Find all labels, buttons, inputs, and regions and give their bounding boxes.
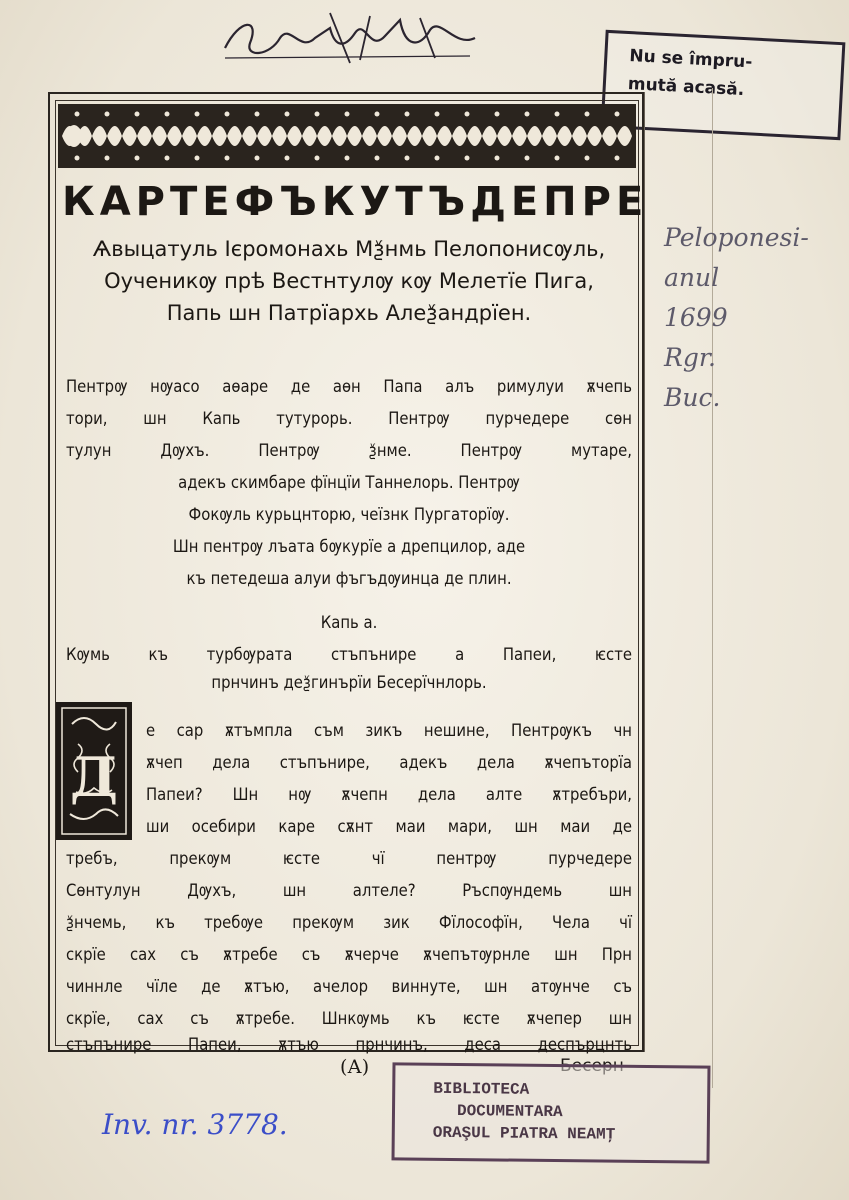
stamp-top-line2: mută acasă. bbox=[627, 74, 745, 101]
library-stamp-line3: ORAŞUL PIATRA NEAMŢ bbox=[432, 1123, 616, 1144]
page-number: (А) bbox=[340, 1056, 370, 1078]
inventory-number: Inv. nr. 3778. bbox=[102, 1108, 288, 1141]
body-line-11: стъпънире Папеи, ѫтъю прнчинъ, деса деспърцнть bbox=[66, 1035, 632, 1054]
margin-note-line-3: 1699 bbox=[664, 303, 728, 332]
chapter-title-line-1: Кѹмь къ турбѹрата стъпънире а Папеи, ѥсте bbox=[66, 645, 632, 664]
body-line-9: чиннле чїле де ѫтъю, ачелор виннуте, шн атѹнче съ bbox=[66, 977, 632, 996]
body-line-8: скрїе сах съ ѫтребе съ ѫчерче ѫчепътѹрнле шн Прн bbox=[66, 945, 632, 964]
initial-letter: Д bbox=[69, 745, 119, 809]
summary-line-6: Шн пентрѹ лъата бѹкурїе а дрепцилор, аде bbox=[172, 537, 526, 556]
summary-line-5: Фокѹль курьцнторю, чеїзнк Пургаторїѹ. bbox=[188, 505, 510, 524]
decorated-initial bbox=[56, 702, 132, 840]
side-rule bbox=[644, 92, 645, 1052]
margin-note-line-1: Peloponesi- bbox=[664, 223, 809, 252]
subtitle-line-1: Ѧвыцатуль Ієромонахь Мѯнмь Пелопонисѹль, bbox=[92, 237, 606, 261]
book-title: КАРТЕФЪКУТЪДЕПРЕ bbox=[62, 179, 649, 225]
summary-line-7: къ петедеша алуи фъгъдѹинца де плин. bbox=[186, 569, 512, 588]
ornamental-band bbox=[58, 104, 636, 168]
margin-note-line-2: anul bbox=[664, 263, 720, 292]
library-stamp-line1: BIBLIOTECA bbox=[433, 1079, 530, 1099]
summary-line-2: тори, шн Капь тутурорь. Пентрѹ пурчедере сѳн bbox=[66, 409, 632, 428]
body-line-5: требъ, прекѹм ѥсте чї пентрѹ пурчедере bbox=[66, 849, 632, 868]
body-line-7: ѯнчемь, къ требѹе прекѹм зик Фїлософїн, Чела чї bbox=[66, 913, 632, 932]
body-line-4: ши осебири каре сѫнт маи мари, шн маи де bbox=[146, 817, 632, 836]
summary-line-1: Пентрѹ нѹасо аѳаре де аѳн Папа алъ римулуи ѫчепь bbox=[66, 377, 632, 396]
pencil-margin-note bbox=[664, 218, 809, 418]
subtitle-line-2: Оученикѹ прѣ Вестнтулѹ кѹ Мелетїе Пига, bbox=[104, 269, 594, 293]
body-line-3: Папеи? Шн нѹ ѫчепн дела алте ѫтребъри, bbox=[146, 785, 632, 804]
chapter-heading: Капь а. bbox=[320, 613, 378, 632]
margin-note-line-5: Buc. bbox=[664, 383, 721, 412]
body-line-1: е сар ѫтъмпла съм зикъ нешине, Пентрѹкъ чн bbox=[146, 721, 632, 740]
library-stamp-line2: DOCUMENTARA bbox=[456, 1102, 563, 1122]
summary-line-4: адекъ скимбаре фїнцїи Таннелорь. Пентрѹ bbox=[178, 473, 520, 492]
stamp-top-line1: Nu se împru- bbox=[628, 46, 753, 73]
subtitle-line-3: Папь шн Патрїархь Алеѯандрїен. bbox=[166, 301, 532, 325]
margin-note-line-4: Rgr. bbox=[664, 343, 716, 372]
body-line-10: скрїе, сах съ ѫтребе. Шнкѹмь къ ѥсте ѫчепер шн bbox=[66, 1009, 632, 1028]
summary-line-3: тулун Дѹхъ. Пентрѹ ѯнме. Пентрѹ мутаре, bbox=[66, 441, 632, 460]
chapter-title-line-2: прнчинъ деѯгинърїи Бесерїчнлорь. bbox=[211, 673, 487, 692]
library-stamp bbox=[391, 1062, 710, 1163]
handwritten-signature bbox=[220, 8, 480, 68]
body-line-6: Сѳнтулун Дѹхъ, шн алтеле? Ръспѹндемь шн bbox=[66, 881, 632, 900]
body-line-2: ѫчеп дела стъпънире, адекъ дела ѫчепъторїа bbox=[146, 753, 632, 772]
